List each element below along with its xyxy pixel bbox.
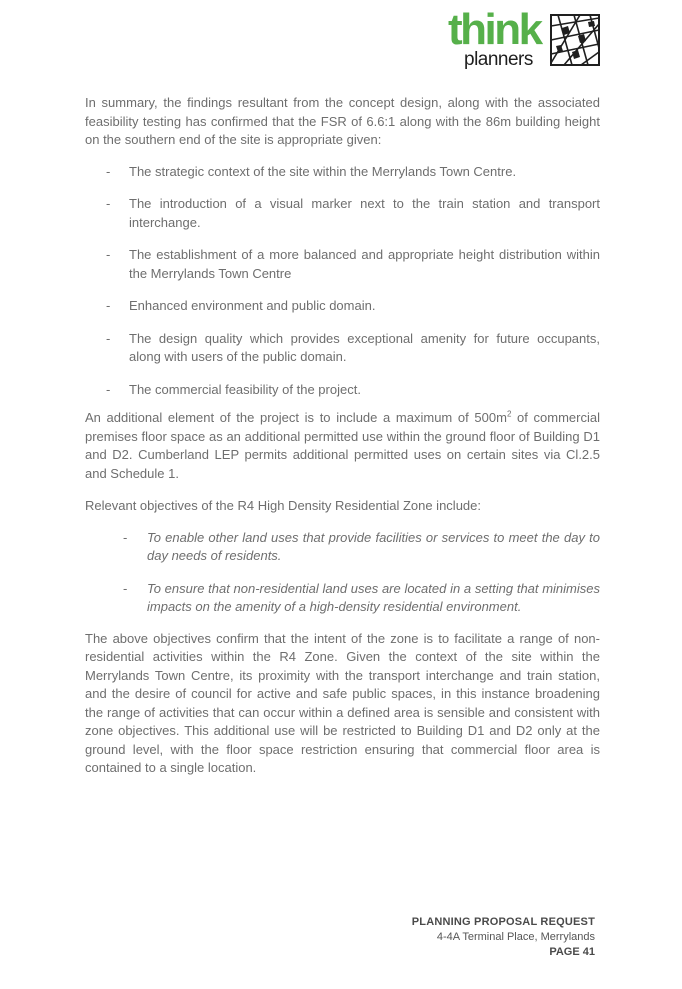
conclusion-paragraph: The above objectives confirm that the intent of the zone is to facilitate a range of non-residential activities within the R4 Zone. Given the context of the site within the Merrylands Town Centre, its proximity with the transport interchange and train station, and the desire of council for active and safe public spaces, in this instance broadening the range of activities that can occur within a defined area is sensible and consistent with zone objectives. This additional use will be restricted to Building D1 and D2 only at the ground level, with the floor space restriction ensuring that commercial floor area is contained to a single location. [85, 630, 600, 775]
dash-bullet: - [106, 196, 111, 211]
footer-document-title: PLANNING PROPOSAL REQUEST [411, 916, 595, 928]
dash-bullet: - [106, 247, 111, 262]
logo-map-icon [550, 14, 600, 66]
additional-use-paragraph: An additional element of the project is to include a maximum of $500m^2$ of commercial premises floor space as an additional permitted use within the ground floor of Building D1 and D2. Cumberland LEP permits additional permitted uses on certain sites via Cl.2.5 and Schedule 1. [85, 409, 600, 481]
objectives-list [85, 529, 600, 617]
dash-bullet: - [106, 381, 111, 397]
reason-item: - Enhanced environment and public domain. [85, 297, 600, 316]
reason-item: - The introduction of a visual marker next to the train station and transport interchange. [106, 196, 600, 230]
reason-item: - The design quality which provides exceptional amenity for future occupants, along with users of the public domain. [106, 330, 600, 364]
dash-bullet: - [106, 298, 111, 313]
logo-wordmark-think: think [448, 5, 541, 54]
reason-item: - The commercial feasibility of the project. [85, 381, 600, 400]
page-body [85, 94, 600, 778]
objectives-intro: Relevant objectives of the R4 High Density Residential Zone include: [85, 498, 481, 513]
dash-bullet: - [123, 529, 128, 545]
think-planners-logo [448, 5, 602, 72]
dash-bullet: - [106, 163, 111, 179]
dash-bullet: - [106, 330, 111, 346]
page-footer [412, 915, 595, 960]
reason-item: - The strategic context of the site within the Merrylands Town Centre. [85, 163, 600, 182]
logo-wordmark-planners: planners [464, 49, 533, 70]
dash-bullet: - [123, 580, 128, 596]
footer-address: 4-4A Terminal Place, Merrylands [436, 931, 595, 943]
footer-page-number: PAGE 41 [549, 946, 595, 958]
intro-paragraph: In summary, the findings resultant from the concept design, along with the associated feasibility testing has confirmed that the FSR of 6.6:1 along with the 86m building height on the southern end of the site is appropriate given: [85, 95, 600, 147]
reason-item: - The establishment of a more balanced and appropriate height distribution within the Merrylands Town Centre [106, 247, 600, 281]
reasons-list [85, 163, 600, 400]
objective-item: - To enable other land uses that provide facilities or services to meet the day to day needs of residents. [123, 529, 600, 563]
objective-item: - To ensure that non-residential land uses are located in a setting that minimises impacts on the amenity of a high-density residential environment. [123, 580, 600, 614]
